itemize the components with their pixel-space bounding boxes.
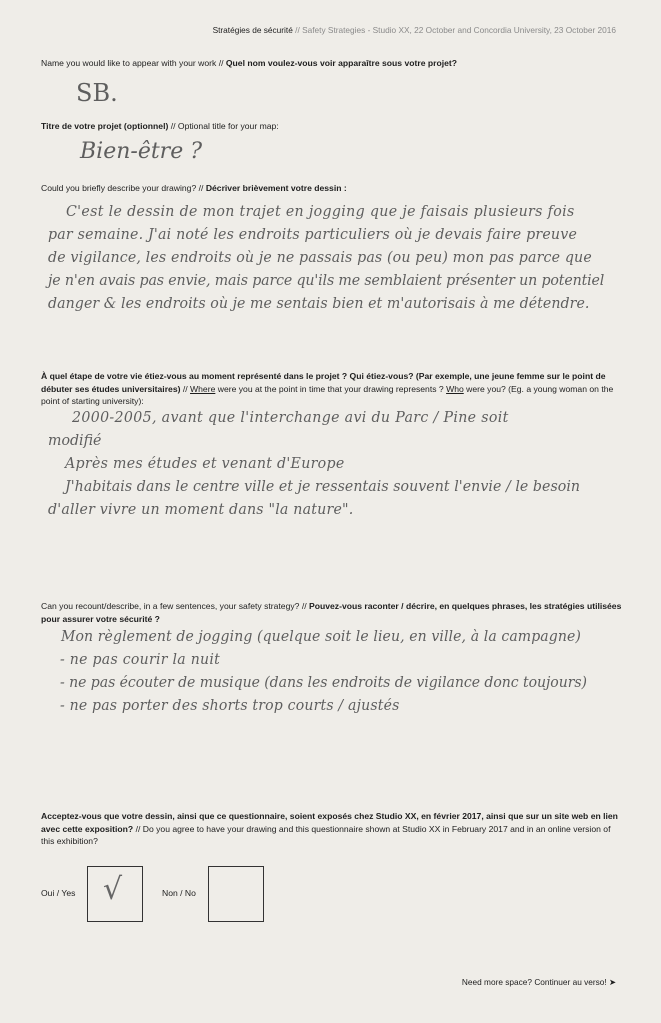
answer-describe-line: danger & les endroits où je me sentais bien et m'autorisais à me détendre. (48, 296, 590, 312)
page-footer (462, 977, 616, 987)
question-strategy-sep: // (301, 601, 307, 611)
answer-strategy (48, 626, 638, 718)
answer-describe-line: je n'en avais pas envie, mais parce qu'ils me semblaient présenter un potentiel (48, 273, 605, 289)
answer-describe-line: de vigilance, les endroits où je ne passais pas (ou peu) mon pas parce que (48, 250, 592, 266)
question-describe-en: Could you briefly describe your drawing? (41, 183, 197, 193)
answer-describe (48, 201, 633, 316)
question-life-stage (41, 370, 626, 408)
page-header (213, 25, 616, 35)
answer-life-stage-line: 2000-2005, avant que l'interchange avi du Parc / Pine soit (72, 410, 509, 426)
question-life-stage-fr: À quel étape de votre vie étiez-vous au moment représenté dans le projet ? Qui étiez-vous? (Par exemple, une jeune femme sur le point de débuter ses études universitaires) (41, 371, 606, 394)
footer-text: Need more space? Continuer au verso! (461, 977, 607, 987)
answer-life-stage (48, 407, 633, 522)
answer-life-stage-line: J'habitais dans le centre ville et je ressentais souvent l'envie / le besoin (65, 479, 581, 495)
consent-no-label: Non / No (162, 888, 196, 898)
question-title-fr: Titre de votre projet (optionnel) (41, 121, 169, 131)
question-describe-fr: Décriver brièvement votre dessin : (205, 183, 347, 193)
question-name-sep: // (218, 58, 224, 68)
answer-life-stage-line: Après mes études et venant d'Europe (65, 456, 345, 472)
question-consent (41, 810, 626, 848)
answer-name: SB. (76, 79, 118, 107)
answer-strategy-line: - ne pas écouter de musique (dans les endroits de vigilance donc toujours) (60, 675, 587, 691)
answer-describe-line: C'est le dessin de mon trajet en jogging que je faisais plusieurs fois (66, 204, 575, 220)
header-subtitle: Safety Strategies - Studio XX, 22 October and Concordia University, 23 October 2016 (302, 25, 616, 35)
question-consent-en: Do you agree to have your drawing and this questionnaire shown at Studio XX in February 2017 and in an online version of this exhibition? (41, 823, 611, 846)
question-title (41, 120, 626, 133)
answer-title: Bien-être ? (80, 139, 203, 164)
answer-strategy-line: - ne pas courir la nuit (60, 652, 221, 668)
question-consent-sep: // (135, 823, 141, 834)
check-mark-icon: √ (103, 872, 123, 907)
question-life-stage-where: Where (190, 383, 216, 394)
question-life-stage-en-end: were you? (Eg. a young woman on the point of starting university): (41, 383, 614, 406)
header-separator: // (295, 25, 300, 35)
answer-describe-line: par semaine. J'ai noté les endroits particuliers où je devais faire preuve (48, 227, 578, 243)
question-name-en: Name you would like to appear with your work (41, 58, 217, 68)
question-strategy (41, 600, 626, 625)
question-name (41, 57, 626, 70)
question-strategy-en: Can you recount/describe, in a few sentences, your safety strategy? (41, 601, 300, 611)
arrow-right-icon: ➤ (609, 977, 616, 987)
consent-no-checkbox[interactable] (208, 866, 264, 922)
question-describe (41, 182, 626, 195)
question-name-fr: Quel nom voulez-vous voir apparaître sous votre projet? (225, 58, 457, 68)
question-life-stage-sep: // (182, 383, 188, 394)
question-consent-fr: Acceptez-vous que votre dessin, ainsi que ce questionnaire, soient exposés chez Studio XX, en février 2017, ainsi que sur un site web en lien avec cette exposition? (41, 811, 618, 834)
question-life-stage-en-mid: were you at the point in time that your drawing represents ? (215, 383, 447, 394)
answer-strategy-line: Mon règlement de jogging (quelque soit le lieu, en ville, à la campagne) (61, 629, 582, 645)
answer-life-stage-line: d'aller vivre un moment dans "la nature". (48, 502, 354, 518)
consent-yes-label: Oui / Yes (41, 888, 76, 898)
question-title-en: Optional title for your map: (177, 121, 279, 131)
header-title: Stratégies de sécurité (212, 25, 293, 35)
question-strategy-fr: Pouvez-vous raconter / décrire, en quelques phrases, les stratégies utilisées pour assurer votre sécurité ? (41, 601, 622, 624)
question-life-stage-who: Who (446, 383, 464, 394)
question-title-sep: // (170, 121, 176, 131)
question-describe-sep: // (198, 183, 204, 193)
answer-strategy-line: - ne pas porter des shorts trop courts / ajustés (60, 698, 400, 714)
answer-life-stage-line: modifié (48, 433, 102, 449)
